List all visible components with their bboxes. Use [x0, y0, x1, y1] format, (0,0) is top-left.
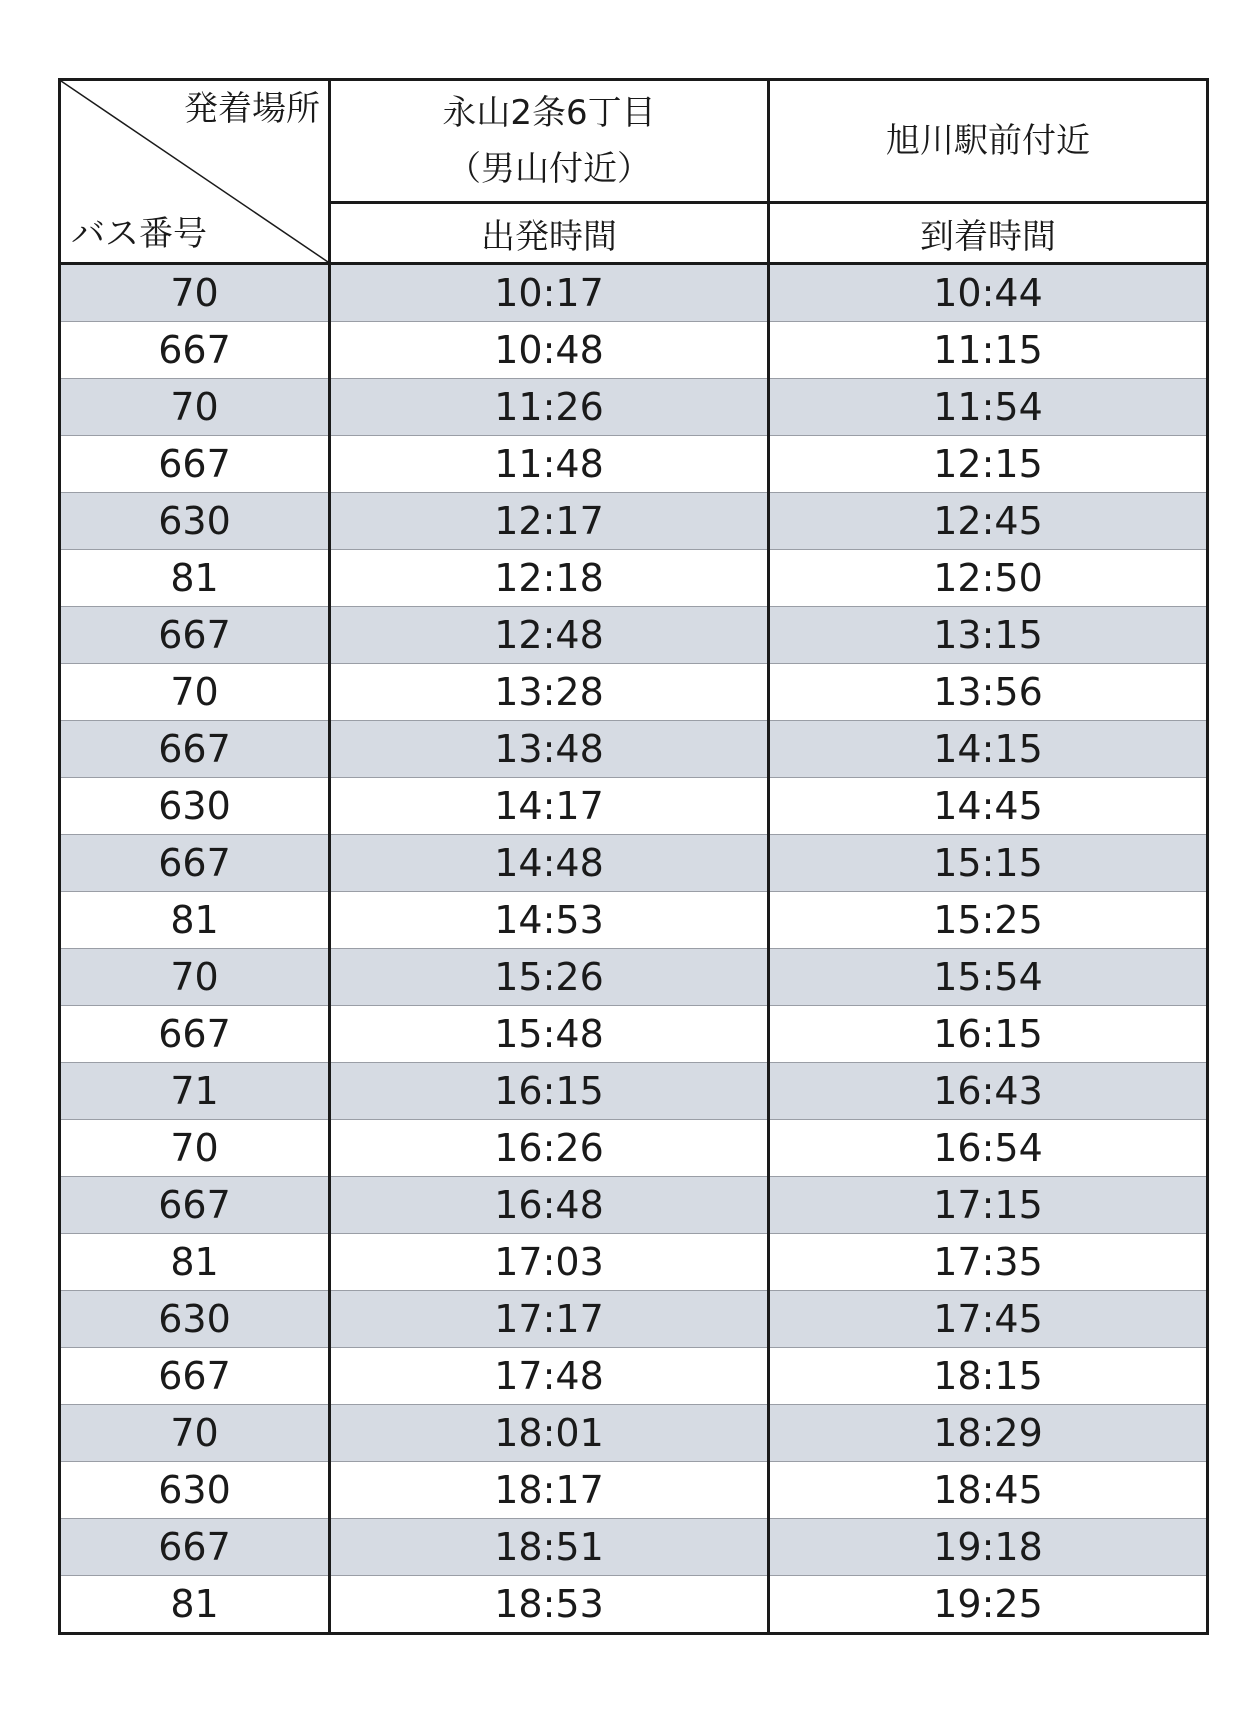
departure-time-cell: 17:17: [330, 1291, 769, 1348]
arrival-time-cell: 19:18: [769, 1519, 1208, 1576]
table-row: [60, 949, 1208, 1006]
arrival-time-cell: 16:54: [769, 1120, 1208, 1177]
bus-number-cell: 667: [60, 1519, 330, 1576]
arrival-time-cell: 15:15: [769, 835, 1208, 892]
arrival-time-cell: 17:35: [769, 1234, 1208, 1291]
departure-time-cell: 13:28: [330, 664, 769, 721]
table-row: [60, 1291, 1208, 1348]
arrival-time-cell: 16:43: [769, 1063, 1208, 1120]
departure-time-cell: 18:01: [330, 1405, 769, 1462]
bus-number-cell: 70: [60, 664, 330, 721]
origin-header-cell: [330, 80, 769, 203]
bus-number-cell: 70: [60, 1120, 330, 1177]
table-row: [60, 1576, 1208, 1634]
bus-number-cell: 667: [60, 1006, 330, 1063]
bus-number-cell: 71: [60, 1063, 330, 1120]
table-row: [60, 1519, 1208, 1576]
table-row: [60, 322, 1208, 379]
departure-time-cell: 15:48: [330, 1006, 769, 1063]
destination-header-cell: 旭川駅前付近: [769, 80, 1208, 203]
table-row: [60, 436, 1208, 493]
table-row: [60, 835, 1208, 892]
bus-number-cell: 81: [60, 550, 330, 607]
corner-label-location: 発着場所: [184, 89, 320, 129]
bus-number-cell: 667: [60, 322, 330, 379]
departure-time-cell: 10:17: [330, 264, 769, 322]
departure-time-cell: 17:48: [330, 1348, 769, 1405]
departure-time-cell: 18:51: [330, 1519, 769, 1576]
departure-time-header: 出発時間: [330, 203, 769, 264]
origin-name: 永山2条6丁目: [442, 93, 656, 133]
timetable-sheet: [58, 78, 1206, 1635]
departure-time-cell: 11:48: [330, 436, 769, 493]
departure-time-cell: 14:53: [330, 892, 769, 949]
departure-time-cell: 16:15: [330, 1063, 769, 1120]
corner-header-cell: [60, 80, 330, 264]
departure-time-cell: 16:48: [330, 1177, 769, 1234]
arrival-time-cell: 12:15: [769, 436, 1208, 493]
table-row: [60, 1120, 1208, 1177]
arrival-time-cell: 17:45: [769, 1291, 1208, 1348]
departure-time-cell: 16:26: [330, 1120, 769, 1177]
arrival-time-cell: 15:25: [769, 892, 1208, 949]
origin-landmark: （男山付近）: [447, 149, 651, 189]
bus-number-cell: 667: [60, 1177, 330, 1234]
table-row: [60, 1348, 1208, 1405]
table-row: [60, 778, 1208, 835]
bus-number-cell: 70: [60, 1405, 330, 1462]
departure-time-cell: 17:03: [330, 1234, 769, 1291]
corner-label-bus-number: バス番号: [71, 214, 207, 254]
departure-time-cell: 10:48: [330, 322, 769, 379]
table-row: [60, 664, 1208, 721]
arrival-time-cell: 11:15: [769, 322, 1208, 379]
departure-time-cell: 18:17: [330, 1462, 769, 1519]
table-row: [60, 607, 1208, 664]
departure-time-cell: 11:26: [330, 379, 769, 436]
departure-time-cell: 13:48: [330, 721, 769, 778]
bus-number-cell: 667: [60, 607, 330, 664]
arrival-time-header: 到着時間: [769, 203, 1208, 264]
arrival-time-cell: 12:45: [769, 493, 1208, 550]
bus-number-cell: 70: [60, 949, 330, 1006]
arrival-time-cell: 18:29: [769, 1405, 1208, 1462]
departure-time-cell: 18:53: [330, 1576, 769, 1634]
timetable-body: [60, 264, 1208, 1634]
arrival-time-cell: 18:15: [769, 1348, 1208, 1405]
table-row: [60, 892, 1208, 949]
table-row: [60, 264, 1208, 322]
bus-number-cell: 630: [60, 1291, 330, 1348]
bus-number-cell: 630: [60, 1462, 330, 1519]
bus-number-cell: 81: [60, 1576, 330, 1634]
table-row: [60, 493, 1208, 550]
table-row: [60, 721, 1208, 778]
arrival-time-cell: 15:54: [769, 949, 1208, 1006]
bus-number-cell: 70: [60, 379, 330, 436]
bus-timetable: [58, 78, 1209, 1635]
arrival-time-cell: 14:15: [769, 721, 1208, 778]
bus-number-cell: 667: [60, 835, 330, 892]
table-row: [60, 1063, 1208, 1120]
bus-number-cell: 70: [60, 264, 330, 322]
arrival-time-cell: 17:15: [769, 1177, 1208, 1234]
arrival-time-cell: 12:50: [769, 550, 1208, 607]
bus-number-cell: 667: [60, 721, 330, 778]
departure-time-cell: 14:48: [330, 835, 769, 892]
arrival-time-cell: 14:45: [769, 778, 1208, 835]
table-row: [60, 1006, 1208, 1063]
departure-time-cell: 12:18: [330, 550, 769, 607]
arrival-time-cell: 10:44: [769, 264, 1208, 322]
arrival-time-cell: 13:56: [769, 664, 1208, 721]
bus-number-cell: 667: [60, 1348, 330, 1405]
bus-number-cell: 630: [60, 778, 330, 835]
table-row: [60, 1462, 1208, 1519]
bus-number-cell: 81: [60, 1234, 330, 1291]
bus-number-cell: 630: [60, 493, 330, 550]
arrival-time-cell: 18:45: [769, 1462, 1208, 1519]
arrival-time-cell: 19:25: [769, 1576, 1208, 1634]
table-row: [60, 1177, 1208, 1234]
table-row: [60, 379, 1208, 436]
table-row: [60, 550, 1208, 607]
header-row-locations: [60, 80, 1208, 203]
departure-time-cell: 12:48: [330, 607, 769, 664]
bus-number-cell: 81: [60, 892, 330, 949]
arrival-time-cell: 16:15: [769, 1006, 1208, 1063]
departure-time-cell: 15:26: [330, 949, 769, 1006]
bus-number-cell: 667: [60, 436, 330, 493]
departure-time-cell: 12:17: [330, 493, 769, 550]
table-row: [60, 1234, 1208, 1291]
arrival-time-cell: 11:54: [769, 379, 1208, 436]
table-row: [60, 1405, 1208, 1462]
departure-time-cell: 14:17: [330, 778, 769, 835]
arrival-time-cell: 13:15: [769, 607, 1208, 664]
